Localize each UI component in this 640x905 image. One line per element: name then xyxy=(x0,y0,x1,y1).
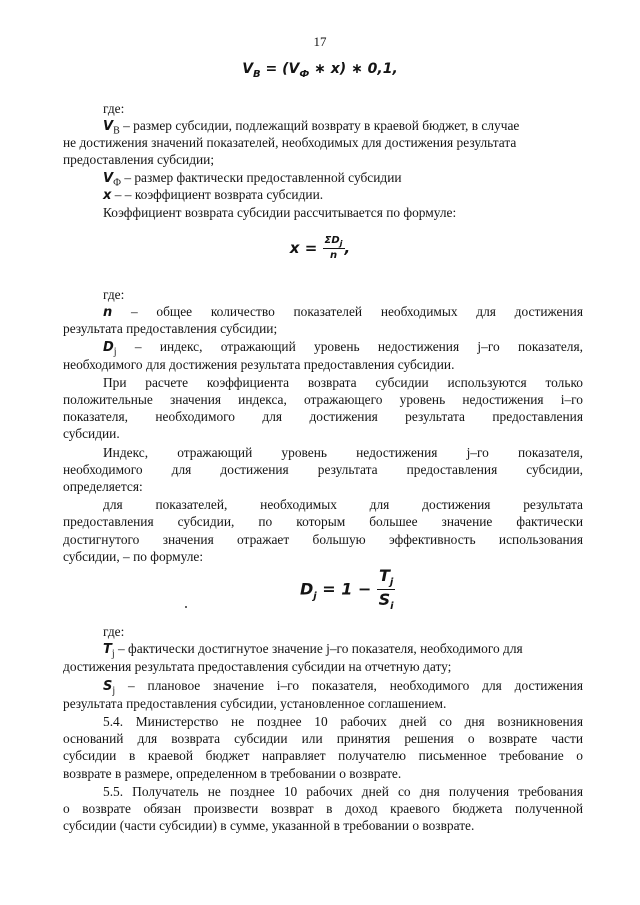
formula-refund-amount xyxy=(0,61,640,80)
formula-index-numerator xyxy=(377,568,395,590)
formula-index-num-sub: j xyxy=(389,577,394,589)
formula-index-num-text: T xyxy=(378,566,390,585)
formula-coef-lhs: x = xyxy=(289,239,323,258)
formula-index-lhs: D xyxy=(300,579,314,599)
def-tj-line-2: достижения результата предоставления субсидии на отчетную дату; xyxy=(63,659,452,674)
formula-index-lhs-sub: j xyxy=(313,590,317,602)
para-55-line-2: о возврате обязан произвести возврат в доход краевого бюджета полученной xyxy=(63,801,583,816)
para-for-line-3: достигнутого значения отражает большую эффективность использования xyxy=(63,532,583,547)
def-vb-line-3: предоставления субсидии; xyxy=(63,152,215,167)
def-dj-sub: j xyxy=(113,346,117,358)
para-55-line-3: субсидии (части субсидии) в сумме, указанной в требовании о возврате. xyxy=(63,818,475,833)
formula-coefficient xyxy=(0,236,640,261)
para-positive-line-4: субсидии. xyxy=(63,426,120,441)
def-vb-sub: В xyxy=(113,125,120,137)
formula-refund-rest-a: = (V xyxy=(260,61,300,77)
para-54-line-1: 5.4. Министерство не позднее 10 рабочих дней со дня возникновения xyxy=(103,714,583,729)
def-sj-symbol: S xyxy=(103,679,113,694)
def-dj-text-1: – индекс, отражающий уровень недостижения j–го показателя, xyxy=(116,339,583,354)
where-label-1: где: xyxy=(103,101,125,116)
def-sj-line-2: результата предоставления субсидии, установленное соглашением. xyxy=(63,696,447,711)
formula-coef-num-text: ΣD xyxy=(324,235,340,246)
para-positive-line-1: При расчете коэффициента возврата субсидии используются только xyxy=(103,375,583,390)
formula-refund-rest-sub: Ф xyxy=(299,68,310,80)
para-index-line-2: необходимого для достижения результата предоставления субсидии, xyxy=(63,462,583,477)
para-54-line-3: субсидии в краевой бюджет направляет получателю письменное требование о xyxy=(63,748,583,763)
def-vf-symbol: V xyxy=(103,171,114,186)
def-x-symbol: x xyxy=(103,188,112,203)
def-vf-text: – размер фактически предоставленной субсидии xyxy=(120,170,402,185)
def-x-text: – – коэффициент возврата субсидии. xyxy=(111,187,324,202)
def-vb-text-1: – размер субсидии, подлежащий возврату в краевой бюджет, в случае xyxy=(119,118,520,133)
formula-refund-rest-b: ∗ x) ∗ 0,1, xyxy=(309,61,398,77)
formula-index-den-sub: i xyxy=(390,601,394,613)
coef-intro: Коэффициент возврата субсидии рассчитывается по формуле: xyxy=(103,205,457,220)
para-index-line-3: определяется: xyxy=(63,479,143,494)
def-vb-symbol: V xyxy=(103,119,114,134)
formula-index xyxy=(300,568,395,612)
para-for-line-2: предоставления субсидии, по которым большее значение фактически xyxy=(63,514,583,529)
def-n-text-1: – общее количество показателей необходимых для достижения xyxy=(112,304,583,319)
para-55-line-1: 5.5. Получатель не позднее 10 рабочих дней со дня получения требования xyxy=(103,784,583,799)
page-number: 17 xyxy=(313,34,327,49)
formula-coef-numerator xyxy=(323,236,345,249)
def-tj-symbol: T xyxy=(103,642,112,657)
def-tj-text-1: – фактически достигнутое значение j–го показателя, необходимого для xyxy=(114,641,523,656)
para-positive-line-3: показателя, необходимого для достижения результата предоставления xyxy=(63,409,583,424)
def-sj-sub: j xyxy=(112,685,116,697)
para-for-line-4: субсидии, – по формуле: xyxy=(63,549,204,564)
para-54-line-4: возврате в размере, определенном в требовании о возврате. xyxy=(63,766,402,781)
formula-coef-num-sub: j xyxy=(339,238,343,248)
formula-coef-fraction xyxy=(323,236,345,261)
def-vf-sub: Ф xyxy=(113,177,121,189)
formula-coef-tail: , xyxy=(344,239,351,258)
stray-dot xyxy=(185,606,187,608)
formula-coef-denominator: n xyxy=(329,250,338,262)
def-vb-line-2: не достижения значений показателей, необходимых для достижения результата xyxy=(63,135,517,150)
para-index-line-1: Индекс, отражающий уровень недостижения j–го показателя, xyxy=(103,445,583,460)
def-n-line-1 xyxy=(103,304,583,321)
where-label-2: где: xyxy=(103,287,125,302)
para-positive-line-2: положительные значения индекса, отражающего уровень недостижения i–го xyxy=(63,392,583,407)
formula-index-denominator xyxy=(379,590,394,612)
formula-index-eq: = 1 − xyxy=(316,579,377,599)
def-dj-line-2: необходимого для достижения результата предоставления субсидии. xyxy=(63,357,455,372)
para-54-line-2: оснований для возврата субсидии или принятия решения о возврате части xyxy=(63,731,583,746)
formula-index-fraction xyxy=(377,568,395,612)
formula-index-den-text: S xyxy=(378,590,391,610)
def-tj-sub: j xyxy=(111,648,115,660)
where-label-3: где: xyxy=(103,624,125,639)
formula-refund-lhs: V xyxy=(242,61,254,77)
para-for-line-1: для показателей, необходимых для достижения результата xyxy=(103,497,583,512)
def-x-line xyxy=(103,187,323,204)
def-sj-text-1: – плановое значение i–го показателя, необходимого для достижения xyxy=(115,678,583,693)
def-dj-symbol: D xyxy=(103,340,114,355)
def-n-line-2: результата предоставления субсидии; xyxy=(63,321,278,336)
def-n-symbol: n xyxy=(103,305,113,320)
formula-refund-lhs-sub: В xyxy=(253,68,261,80)
